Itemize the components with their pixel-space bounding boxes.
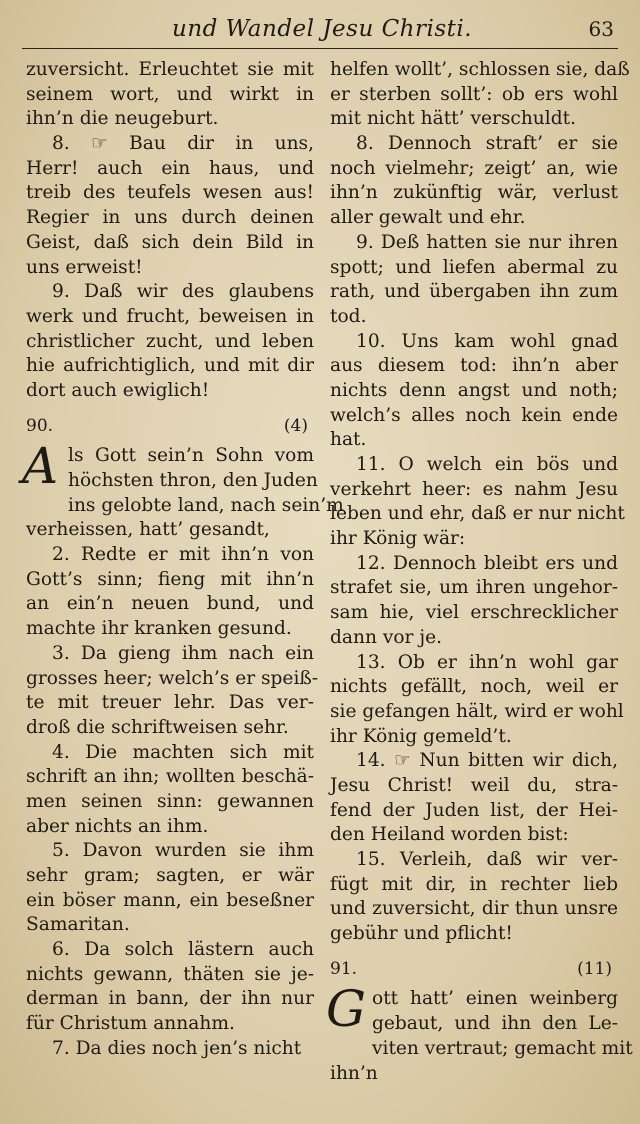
text-line: sie gefangen hält, wird er wohl: [330, 700, 624, 722]
text-line: noch vielmehr; zeigt’ an, wie: [330, 157, 618, 179]
text-line: 4. Die machten sich mit: [52, 741, 314, 763]
text-line: aber nichts an ihm.: [26, 815, 209, 837]
text-line: hat.: [330, 429, 367, 451]
text-line: 8. ☞ Bau dir in uns,: [52, 133, 314, 155]
page-number: 63: [588, 17, 614, 41]
text-line: machte ihr kranken gesund.: [26, 618, 292, 640]
text-line: fügt mit dir, in rechter lieb: [330, 873, 618, 895]
text-line: 6. Da solch lästern auch: [52, 939, 314, 961]
text-line: schrift an ihn; wollten beschä-: [26, 766, 314, 788]
text-line: höchsten thron, den Juden: [68, 470, 318, 491]
text-line: dort auch ewiglich!: [26, 379, 210, 401]
running-header: [22, 14, 618, 49]
text-line: gebaut, und ihn den Le-: [372, 1013, 618, 1035]
text-line: 9. Daß wir des glaubens: [52, 281, 314, 303]
text-line: 14. ☞ Nun bitten wir dich,: [356, 750, 618, 772]
text-line: werk und frucht, beweisen in: [26, 305, 314, 327]
text-line: men seinen sinn: gewannen: [26, 790, 314, 812]
text-line: 2. Redte er mit ihn’n von: [52, 544, 314, 566]
drop-cap: A: [22, 437, 59, 496]
text-line: verheissen, hatt’ gesandt,: [26, 519, 270, 541]
text-line: strafet sie, um ihren ungehor-: [330, 577, 618, 599]
text-line: verkehrt heer: es nahm Jesu: [330, 478, 618, 500]
text-line: welch’s alles noch kein ende: [330, 404, 618, 426]
text-line: 7. Da dies noch jen’s nicht: [52, 1037, 302, 1059]
text-line: 12. Dennoch bleibt ers und: [356, 552, 618, 574]
text-line: ihr König wär:: [330, 528, 466, 550]
right-column: [326, 58, 633, 1086]
text-line: uns erweist!: [26, 256, 143, 278]
text-line: zuversicht. Erleuchtet sie mit: [26, 59, 314, 80]
text-line: ein böser mann, ein beseßner: [26, 889, 314, 911]
text-line: ihr König gemeld’t.: [330, 725, 512, 747]
hymn-first-line: A ls Gott sein’n Sohn vom: [22, 437, 314, 496]
text-line: ihn’n die neugeburt.: [26, 108, 219, 130]
text-line: nichts gewann, thäten sie je-: [26, 963, 314, 985]
text-line: spott; und liefen abermal zu: [330, 256, 618, 278]
text-line: treib des teufels wesen aus!: [26, 182, 314, 204]
text-line: christlicher zucht, und leben: [26, 330, 314, 352]
text-line: te mit treuer lehr. Das ver-: [26, 692, 314, 714]
text-line: sam hie, viel erschrecklicher: [330, 602, 618, 624]
hymn-first-line: G ott hatt’ einen weinberg: [326, 980, 618, 1039]
hymn-tune: (11): [577, 958, 612, 979]
text-line: den Heiland worden bist:: [330, 824, 569, 846]
text-line: 3. Da gieng ihm nach ein: [52, 642, 314, 664]
text-line: nichts gefällt, noch, weil er: [330, 676, 618, 698]
text-line: grosses heer; welch’s er speiß-: [26, 667, 319, 689]
text-line: für Christum annahm.: [26, 1013, 235, 1035]
text-line: leben und ehr, daß er nur nicht: [330, 503, 625, 525]
text-line: sehr gram; sagten, er wär: [26, 865, 314, 886]
text-line: Jesu Christ! weil du, stra-: [330, 774, 618, 796]
text-line: 10. Uns kam wohl gnad: [356, 330, 618, 352]
text-line: 5. Davon wurden sie ihm: [52, 840, 314, 862]
header-title: und Wandel Jesu Christi.: [172, 16, 473, 42]
text-line: aller gewalt und ehr.: [330, 207, 526, 229]
text-line: gebühr und pflicht!: [330, 923, 513, 945]
text-line: dann vor je.: [330, 626, 443, 648]
text-line: helfen wollt’, schlossen sie, daß: [330, 59, 630, 80]
drop-cap: G: [326, 980, 366, 1039]
text-line: ins gelobte land, nach sein’m: [68, 494, 344, 516]
text-line: viten vertraut; gemacht mit: [372, 1037, 633, 1059]
text-line: ihn’n: [330, 1062, 378, 1084]
text-line: Geist, daß sich dein Bild in: [26, 231, 314, 253]
text-line: mit nicht hätt’ verschuldt.: [330, 108, 577, 130]
hymn-number: 90.: [26, 415, 54, 436]
text-line: an ein’n neuen bund, und: [26, 593, 314, 615]
text-line: droß die schriftweisen sehr.: [26, 716, 289, 738]
text-line: derman in bann, der ihn nur: [26, 988, 314, 1010]
text-line: rath, und übergaben ihn zum: [330, 281, 618, 303]
text-line: 9. Deß hatten sie nur ihren: [356, 231, 618, 253]
hymn-number: 91.: [330, 958, 358, 979]
hymn-tune: (4): [283, 415, 308, 436]
text-line: fend der Juden list, der Hei-: [330, 799, 618, 821]
text-line: 8. Dennoch straft’ er sie: [356, 133, 618, 155]
text-line: und zuversicht, dir thun unsre: [330, 898, 618, 920]
text-line: er sterben sollt’: ob ers wohl: [330, 83, 618, 105]
text-line: seinem wort, und wirkt in: [26, 83, 314, 105]
text-line: Regier in uns durch deinen: [26, 207, 314, 229]
text-line: Samaritan.: [26, 914, 130, 936]
text-line: aus diesem tod: ihn’n aber: [330, 355, 618, 377]
text-line: 11. O welch ein bös und: [356, 454, 618, 475]
text-line: hie aufrichtiglich, und mit dir: [26, 355, 314, 377]
hymn-90-heading: [26, 414, 314, 439]
text-line: Gott’s sinn; fieng mit ihn’n: [26, 568, 314, 590]
text-line: ihn’n zukünftig wär, verlust: [330, 182, 618, 204]
text-line: tod.: [330, 305, 367, 327]
text-line: 13. Ob er ihn’n wohl gar: [356, 651, 618, 673]
text-line: nichts denn angst und noth;: [330, 379, 618, 401]
text-line: Herr! auch ein haus, und: [26, 157, 314, 179]
hymn-91-heading: [330, 957, 618, 982]
text-line: 15. Verleih, daß wir ver-: [356, 849, 618, 870]
